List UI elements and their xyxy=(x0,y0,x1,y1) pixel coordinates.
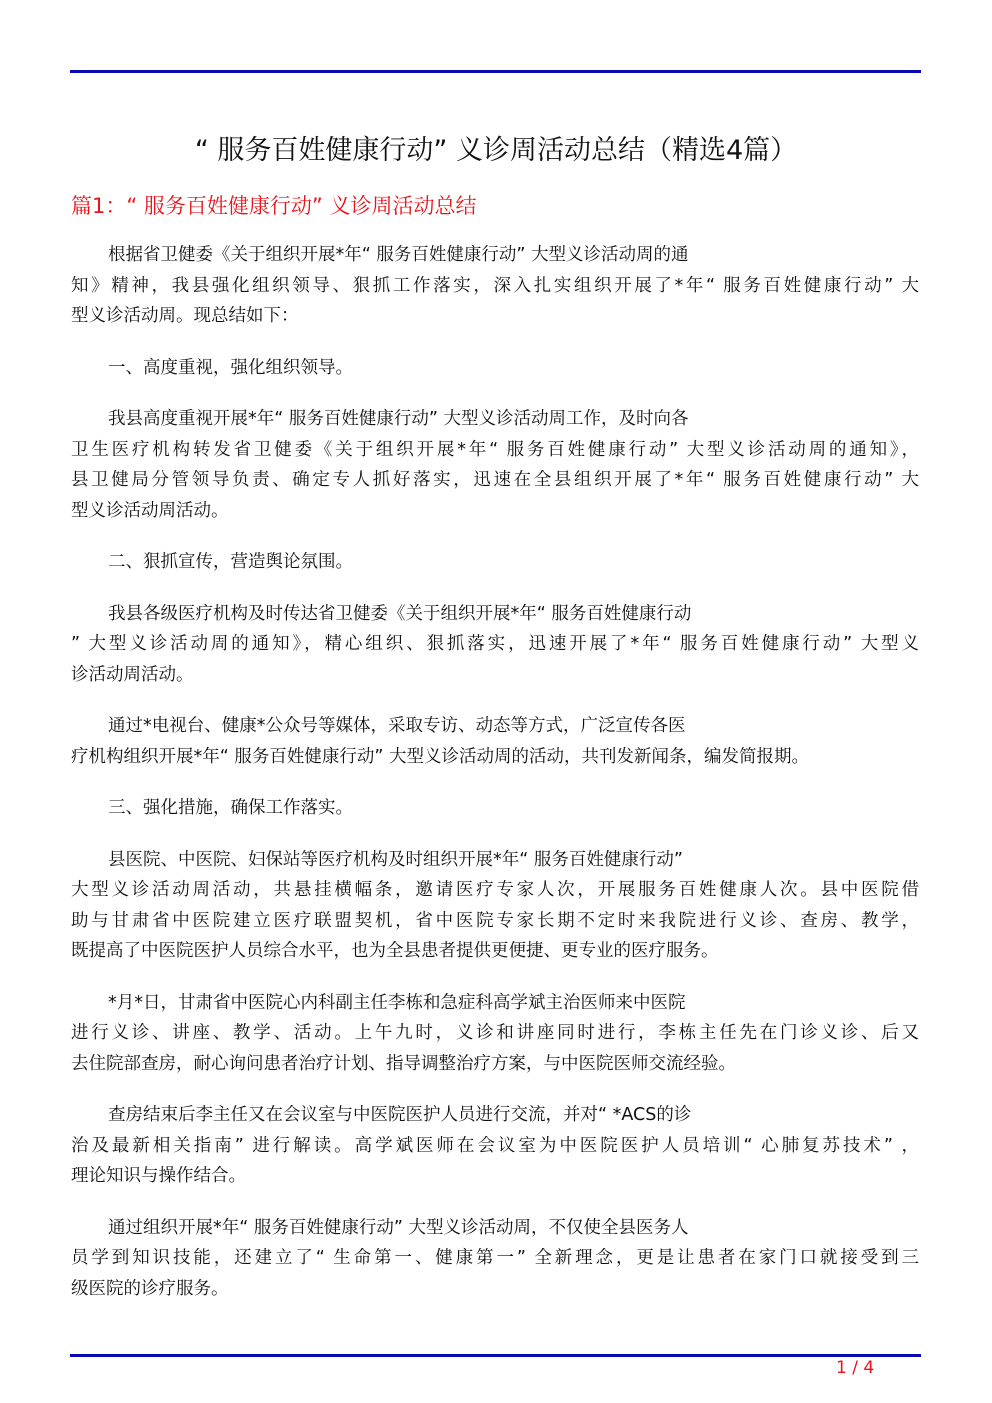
paragraph-line: 型义诊活动周。现总结如下： xyxy=(71,306,299,326)
paragraph xyxy=(71,240,919,332)
document-title: “ 服务百姓健康行动” 义诊周活动总结（精选4篇） xyxy=(194,135,798,166)
paragraph-line: 知》精神，我县强化组织领导、狠抓工作落实，深入扎实组织开展了*年“ 服务百姓健康行动” 大 xyxy=(71,275,919,296)
paragraph-line: 三、强化措施，确保工作落实。 xyxy=(108,798,353,818)
section-heading: 篇1：“ 服务百姓健康行动” 义诊周活动总结 xyxy=(71,194,477,218)
paragraph-line: 级医院的诊疗服务。 xyxy=(71,1278,229,1299)
paragraph-line: 县医院、中医院、妇保站等医疗机构及时组织开展*年“ 服务百姓健康行动” xyxy=(108,849,683,870)
paragraph xyxy=(71,353,919,384)
paragraph xyxy=(71,845,919,967)
paragraph xyxy=(71,599,919,691)
header-rule xyxy=(70,70,921,73)
paragraph-line: 进行义诊、讲座、教学、活动。上午九时，义诊和讲座同时进行，李栋主任先在门诊义诊、后又 xyxy=(71,1023,919,1043)
paragraph-line: 型义诊活动周活动。 xyxy=(71,500,229,521)
paragraph-line: ” 大型义诊活动周的通知》，精心组织、狠抓落实，迅速开展了*年“ 服务百姓健康行动” 大型义 xyxy=(71,634,919,654)
paragraph xyxy=(71,1100,919,1192)
paragraph-line: 诊活动周活动。 xyxy=(71,664,194,685)
paragraph xyxy=(71,711,919,772)
paragraph-line: 根据省卫健委《关于组织开展*年“ 服务百姓健康行动” 大型义诊活动周的通 xyxy=(108,245,689,265)
paragraph-line: 二、狠抓宣传，营造舆论氛围。 xyxy=(108,552,353,572)
paragraph-line: 通过*电视台、健康*公众号等媒体，采取专访、动态等方式，广泛宣传各医 xyxy=(108,716,686,736)
paragraph-line: 我县高度重视开展*年“ 服务百姓健康行动” 大型义诊活动周工作，及时向各 xyxy=(108,409,689,429)
paragraph-line: 县卫健局分管领导负责、确定专人抓好落实，迅速在全县组织开展了*年“ 服务百姓健康行动” 大 xyxy=(71,470,919,490)
paragraph-line: 通过组织开展*年“ 服务百姓健康行动” 大型义诊活动周，不仅使全县医务人 xyxy=(108,1217,689,1238)
paragraph xyxy=(71,1213,919,1305)
paragraph xyxy=(71,793,919,824)
page-number: 1 / 4 xyxy=(836,1358,875,1378)
paragraph-line: 疗机构组织开展*年“ 服务百姓健康行动” 大型义诊活动周的活动，共刊发新闻条，编发简报期。 xyxy=(71,746,810,767)
paragraph-line: 卫生医疗机构转发省卫健委《关于组织开展*年“ 服务百姓健康行动” 大型义诊活动周的通知》， xyxy=(71,439,919,460)
paragraph-line: 我县各级医疗机构及时传达省卫健委《关于组织开展*年“ 服务百姓健康行动 xyxy=(108,603,692,624)
paragraph-line: 助与甘肃省中医院建立医疗联盟契机，省中医院专家长期不定时来我院进行义诊、查房、教学， xyxy=(71,910,919,931)
paragraph-line: 大型义诊活动周活动，共悬挂横幅条，邀请医疗专家人次，开展服务百姓健康人次。县中医院借 xyxy=(71,880,919,900)
paragraph xyxy=(71,404,919,526)
paragraph-line: 治及最新相关指南” 进行解读。高学斌医师在会议室为中医院医护人员培训“ 心肺复苏技术” ， xyxy=(71,1135,919,1156)
paragraph-line: 查房结束后李主任又在会议室与中医院医护人员进行交流，并对“ *ACS的诊 xyxy=(108,1105,692,1125)
paragraph-line: 员学到知识技能，还建立了“ 生命第一、健康第一” 全新理念，更是让患者在家门口就接受到三 xyxy=(71,1248,919,1268)
paragraph xyxy=(71,988,919,1080)
document-body xyxy=(71,240,919,1325)
paragraph-line: 理论知识与操作结合。 xyxy=(71,1166,246,1186)
paragraph xyxy=(71,547,919,578)
paragraph-line: 去住院部查房，耐心询问患者治疗计划、指导调整治疗方案，与中医院医师交流经验。 xyxy=(71,1053,736,1074)
paragraph-line: *月*日，甘肃省中医院心内科副主任李栋和急症科高学斌主治医师来中医院 xyxy=(108,992,686,1013)
paragraph-line: 一、高度重视，强化组织领导。 xyxy=(108,357,353,378)
paragraph-line: 既提高了中医院医护人员综合水平，也为全县患者提供更便捷、更专业的医疗服务。 xyxy=(71,941,719,961)
footer-rule xyxy=(70,1354,921,1357)
